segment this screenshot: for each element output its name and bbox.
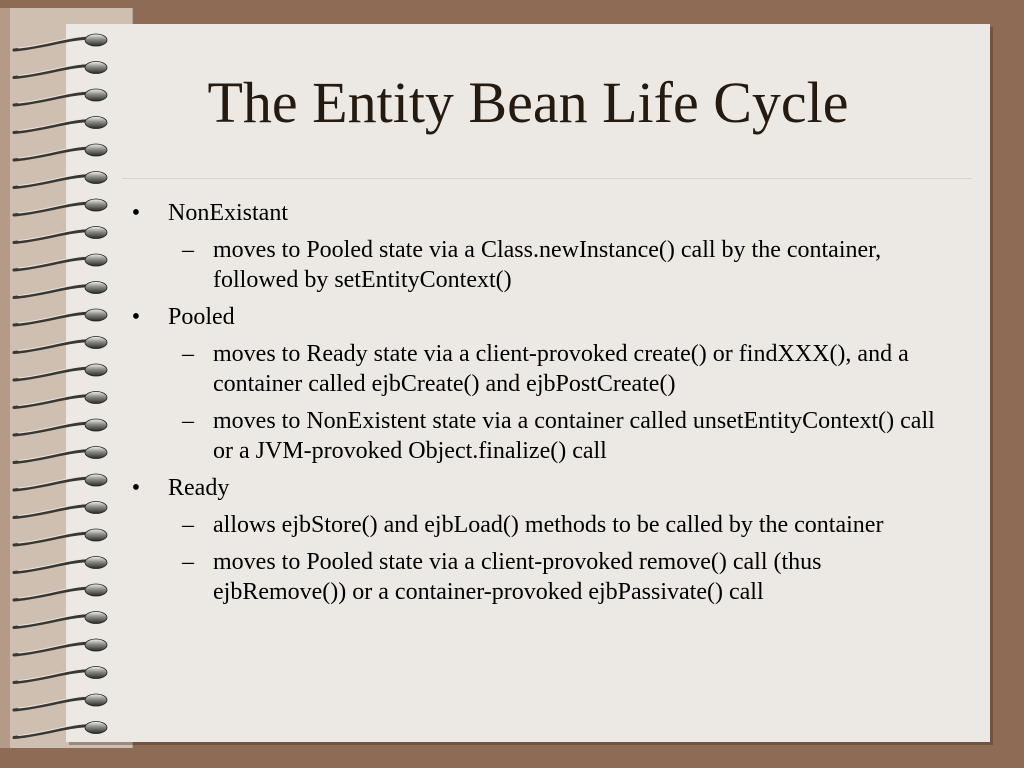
bullet-pooled [126, 302, 946, 333]
bullet-marker: • [131, 304, 141, 330]
sub-bullet [126, 235, 946, 295]
sub-bullet-text: moves to Ready state via a client-provoked create() or findXXX(), and a container called ejbCreate() and ejbPostCreate() [213, 341, 909, 397]
sub-bullet-text: moves to Pooled state via a Class.newInstance() call by the container, followed by setEntityContext() [213, 237, 882, 293]
bullet-marker: • [131, 200, 141, 226]
sub-bullet [126, 510, 946, 540]
dash-marker: – [182, 237, 194, 263]
bullet-ready [126, 473, 946, 504]
sub-bullet [126, 339, 946, 399]
dash-marker: – [182, 341, 194, 367]
dash-marker: – [182, 549, 194, 575]
slide-body [126, 198, 946, 614]
dash-marker: – [182, 512, 194, 538]
sub-bullet-text: moves to Pooled state via a client-provoked remove() call (thus ejbRemove()) or a container-provoked ejbPassivate() call [213, 549, 822, 605]
title-divider [122, 178, 972, 179]
sub-bullet [126, 547, 946, 607]
bullet-marker: • [131, 475, 141, 501]
bullet-label: NonExistant [168, 200, 288, 226]
slide-title: The Entity Bean Life Cycle [207, 70, 849, 135]
bullet-nonexistant [126, 198, 946, 229]
sub-bullet-text: allows ejbStore() and ejbLoad() methods to be called by the container [213, 512, 884, 538]
dash-marker: – [182, 408, 194, 434]
bullet-label: Pooled [168, 304, 235, 330]
sub-bullet-text: moves to NonExistent state via a container called unsetEntityContext() call or a JVM-provoked Object.finalize() call [213, 408, 935, 464]
sub-bullet [126, 406, 946, 466]
bullet-label: Ready [168, 475, 230, 501]
